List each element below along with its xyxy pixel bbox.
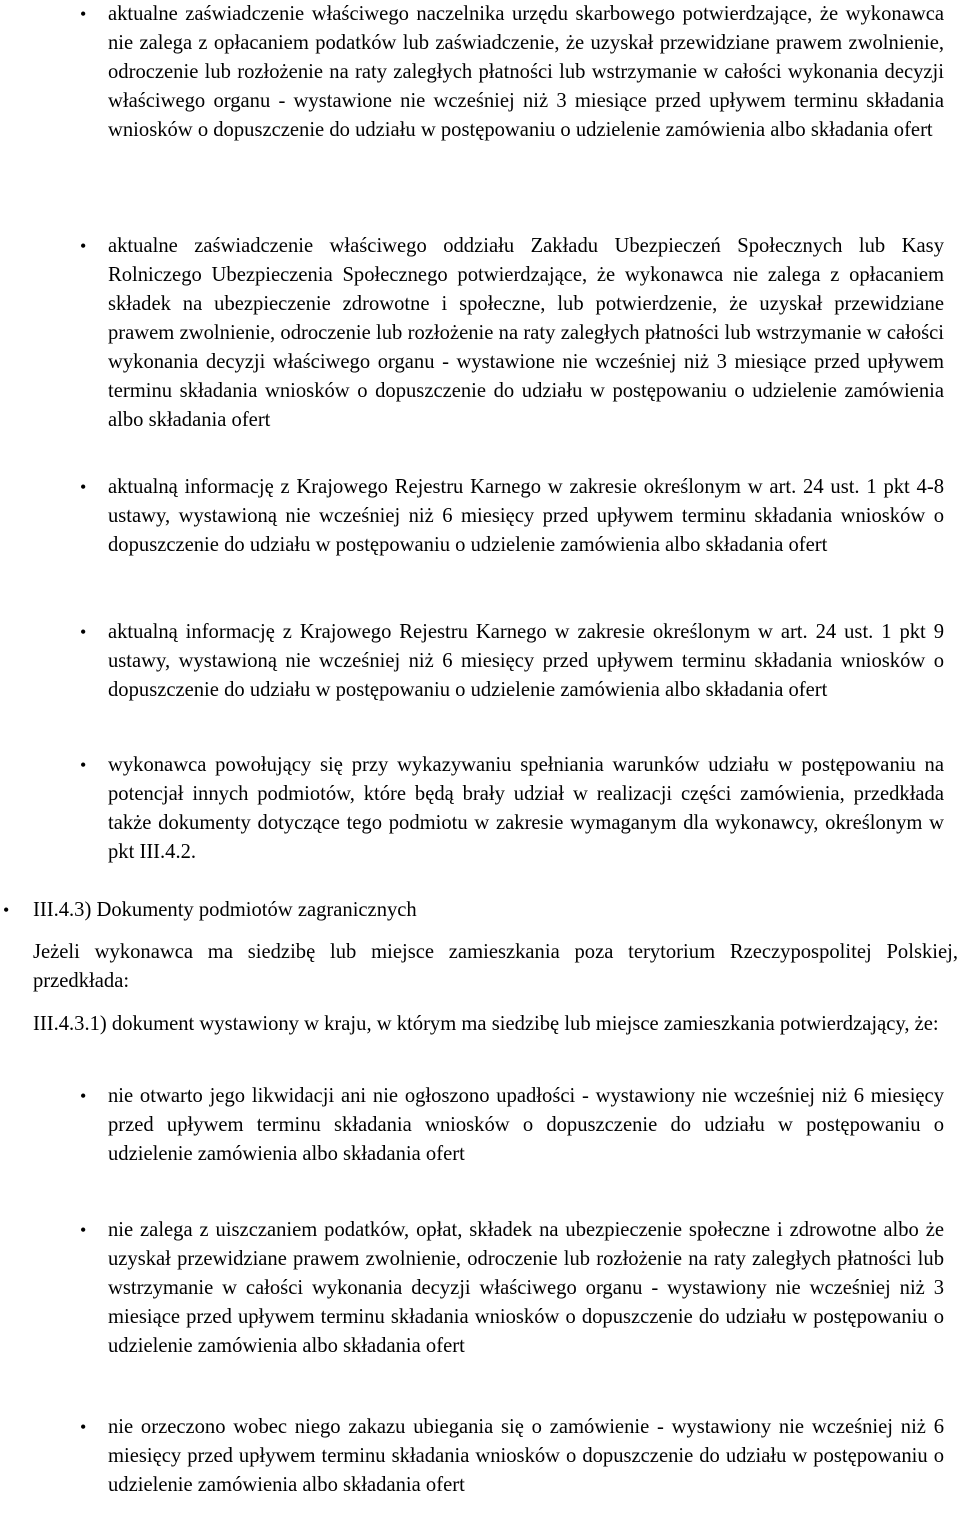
list-item <box>80 473 944 618</box>
bullet-icon: • <box>80 622 87 642</box>
intro-paragraph: Jeżeli wykonawca ma siedzibę lub miejsce zamieszkania poza terytorium Rzeczypospolitej Polskiej, przedkłada: <box>33 941 958 992</box>
list-item <box>80 232 944 473</box>
section-heading-text: III.4.3) Dokumenty podmiotów zagranicznych <box>33 899 417 921</box>
bullet-icon: • <box>80 4 87 24</box>
bullet-icon: • <box>80 477 87 497</box>
list-item <box>80 1413 944 1500</box>
foreign-docs-list-block <box>0 1082 960 1500</box>
list-item <box>80 751 944 887</box>
list-item-text: aktualne zaświadczenie właściwego oddziału Zakładu Ubezpieczeń Społecznych lub Kasy Rolniczego Ubezpieczenia Społecznego potwierdzające, że wykonawca nie zalega z opłacaniem składek na ubezpieczenie zdrowotne i społeczne, lub potwierdzenie, że uzyskał przewidziane prawem zwolnienie, odroczenie lub rozłożenie na raty zaległych płatności lub wstrzymanie w całości wykonania decyzji właściwego organu - wystawione nie wcześniej niż 3 miesiące przed upływem terminu składania wniosków o dopuszczenie do udziału w postępowaniu o udzielenie zamówienia albo składania ofert <box>108 235 944 431</box>
list-item <box>80 618 944 751</box>
bullet-icon: • <box>80 1417 87 1437</box>
bullet-icon: • <box>3 900 10 920</box>
list-item-text: aktualne zaświadczenie właściwego naczelnika urzędu skarbowego potwierdzające, że wykonawca nie zalega z opłacaniem podatków lub zaświadczenie, że uzyskał przewidziane prawem zwolnienie, odroczenie lub rozłożenie na raty zaległych płatności lub wstrzymanie w całości wykonania decyzji właściwego organu - wystawione nie wcześniej niż 3 miesiące przed upływem terminu składania wniosków o dopuszczenie do udziału w postępowaniu o udzielenie zamówienia albo składania ofert <box>108 3 944 141</box>
sub-heading-paragraph: III.4.3.1) dokument wystawiony w kraju, w którym ma siedzibę lub miejsce zamieszkania potwierdzający, że: <box>33 1013 939 1035</box>
list-item <box>80 0 944 232</box>
list-item-text: wykonawca powołujący się przy wykazywaniu spełniania warunków udziału w postępowaniu na potencjał innych podmiotów, które będą brały udział w realizacji części zamówienia, przedkłada także dokumenty dotyczące tego podmiotu w zakresie wymaganym dla wykonawcy, określonym w pkt III.4.2. <box>108 754 944 863</box>
bullet-icon: • <box>80 236 87 256</box>
list-item-text: nie orzeczono wobec niego zakazu ubiegania się o zamówienie - wystawiony nie wcześniej niż 6 miesięcy przed upływem terminu składania wniosków o dopuszczenie do udziału w postępowaniu o udzielenie zamówienia albo składania ofert <box>108 1416 944 1496</box>
section-heading <box>3 896 960 925</box>
bullet-icon: • <box>80 1220 87 1240</box>
bullet-icon: • <box>80 1086 87 1106</box>
list-item-text: aktualną informację z Krajowego Rejestru Karnego w zakresie określonym w art. 24 ust. 1 pkt 9 ustawy, wystawioną nie wcześniej niż 6 miesięcy przed upływem terminu składania wniosków o dopuszczenie do udziału w postępowaniu o udzielenie zamówienia albo składania ofert <box>108 621 944 701</box>
list-item <box>80 1082 944 1216</box>
list-item-text: nie zalega z uiszczaniem podatków, opłat, składek na ubezpieczenie społeczne i zdrowotne albo że uzyskał przewidziane prawem zwolnienie, odroczenie lub rozłożenie na raty zaległych płatności lub wstrzymanie w całości wykonania decyzji właściwego organu - wystawiony nie wcześniej niż 3 miesiące przed upływem terminu składania wniosków o dopuszczenie do udziału w postępowaniu o udzielenie zamówienia albo składania ofert <box>108 1219 944 1357</box>
list-item-text: nie otwarto jego likwidacji ani nie ogłoszono upadłości - wystawiony nie wcześniej niż 6 miesięcy przed upływem terminu składania wniosków o dopuszczenie do udziału w postępowaniu o udzielenie zamówienia albo składania ofert <box>108 1085 944 1165</box>
section-heading-block <box>0 896 960 925</box>
list-item-text: aktualną informację z Krajowego Rejestru Karnego w zakresie określonym w art. 24 ust. 1 pkt 4-8 ustawy, wystawioną nie wcześniej niż 6 miesięcy przed upływem terminu składania wniosków o dopuszczenie do udziału w postępowaniu o udzielenie zamówienia albo składania ofert <box>108 476 944 556</box>
foreign-docs-list <box>0 1082 960 1500</box>
bullet-icon: • <box>80 755 87 775</box>
list-item <box>80 1216 944 1413</box>
section-list <box>0 896 960 925</box>
